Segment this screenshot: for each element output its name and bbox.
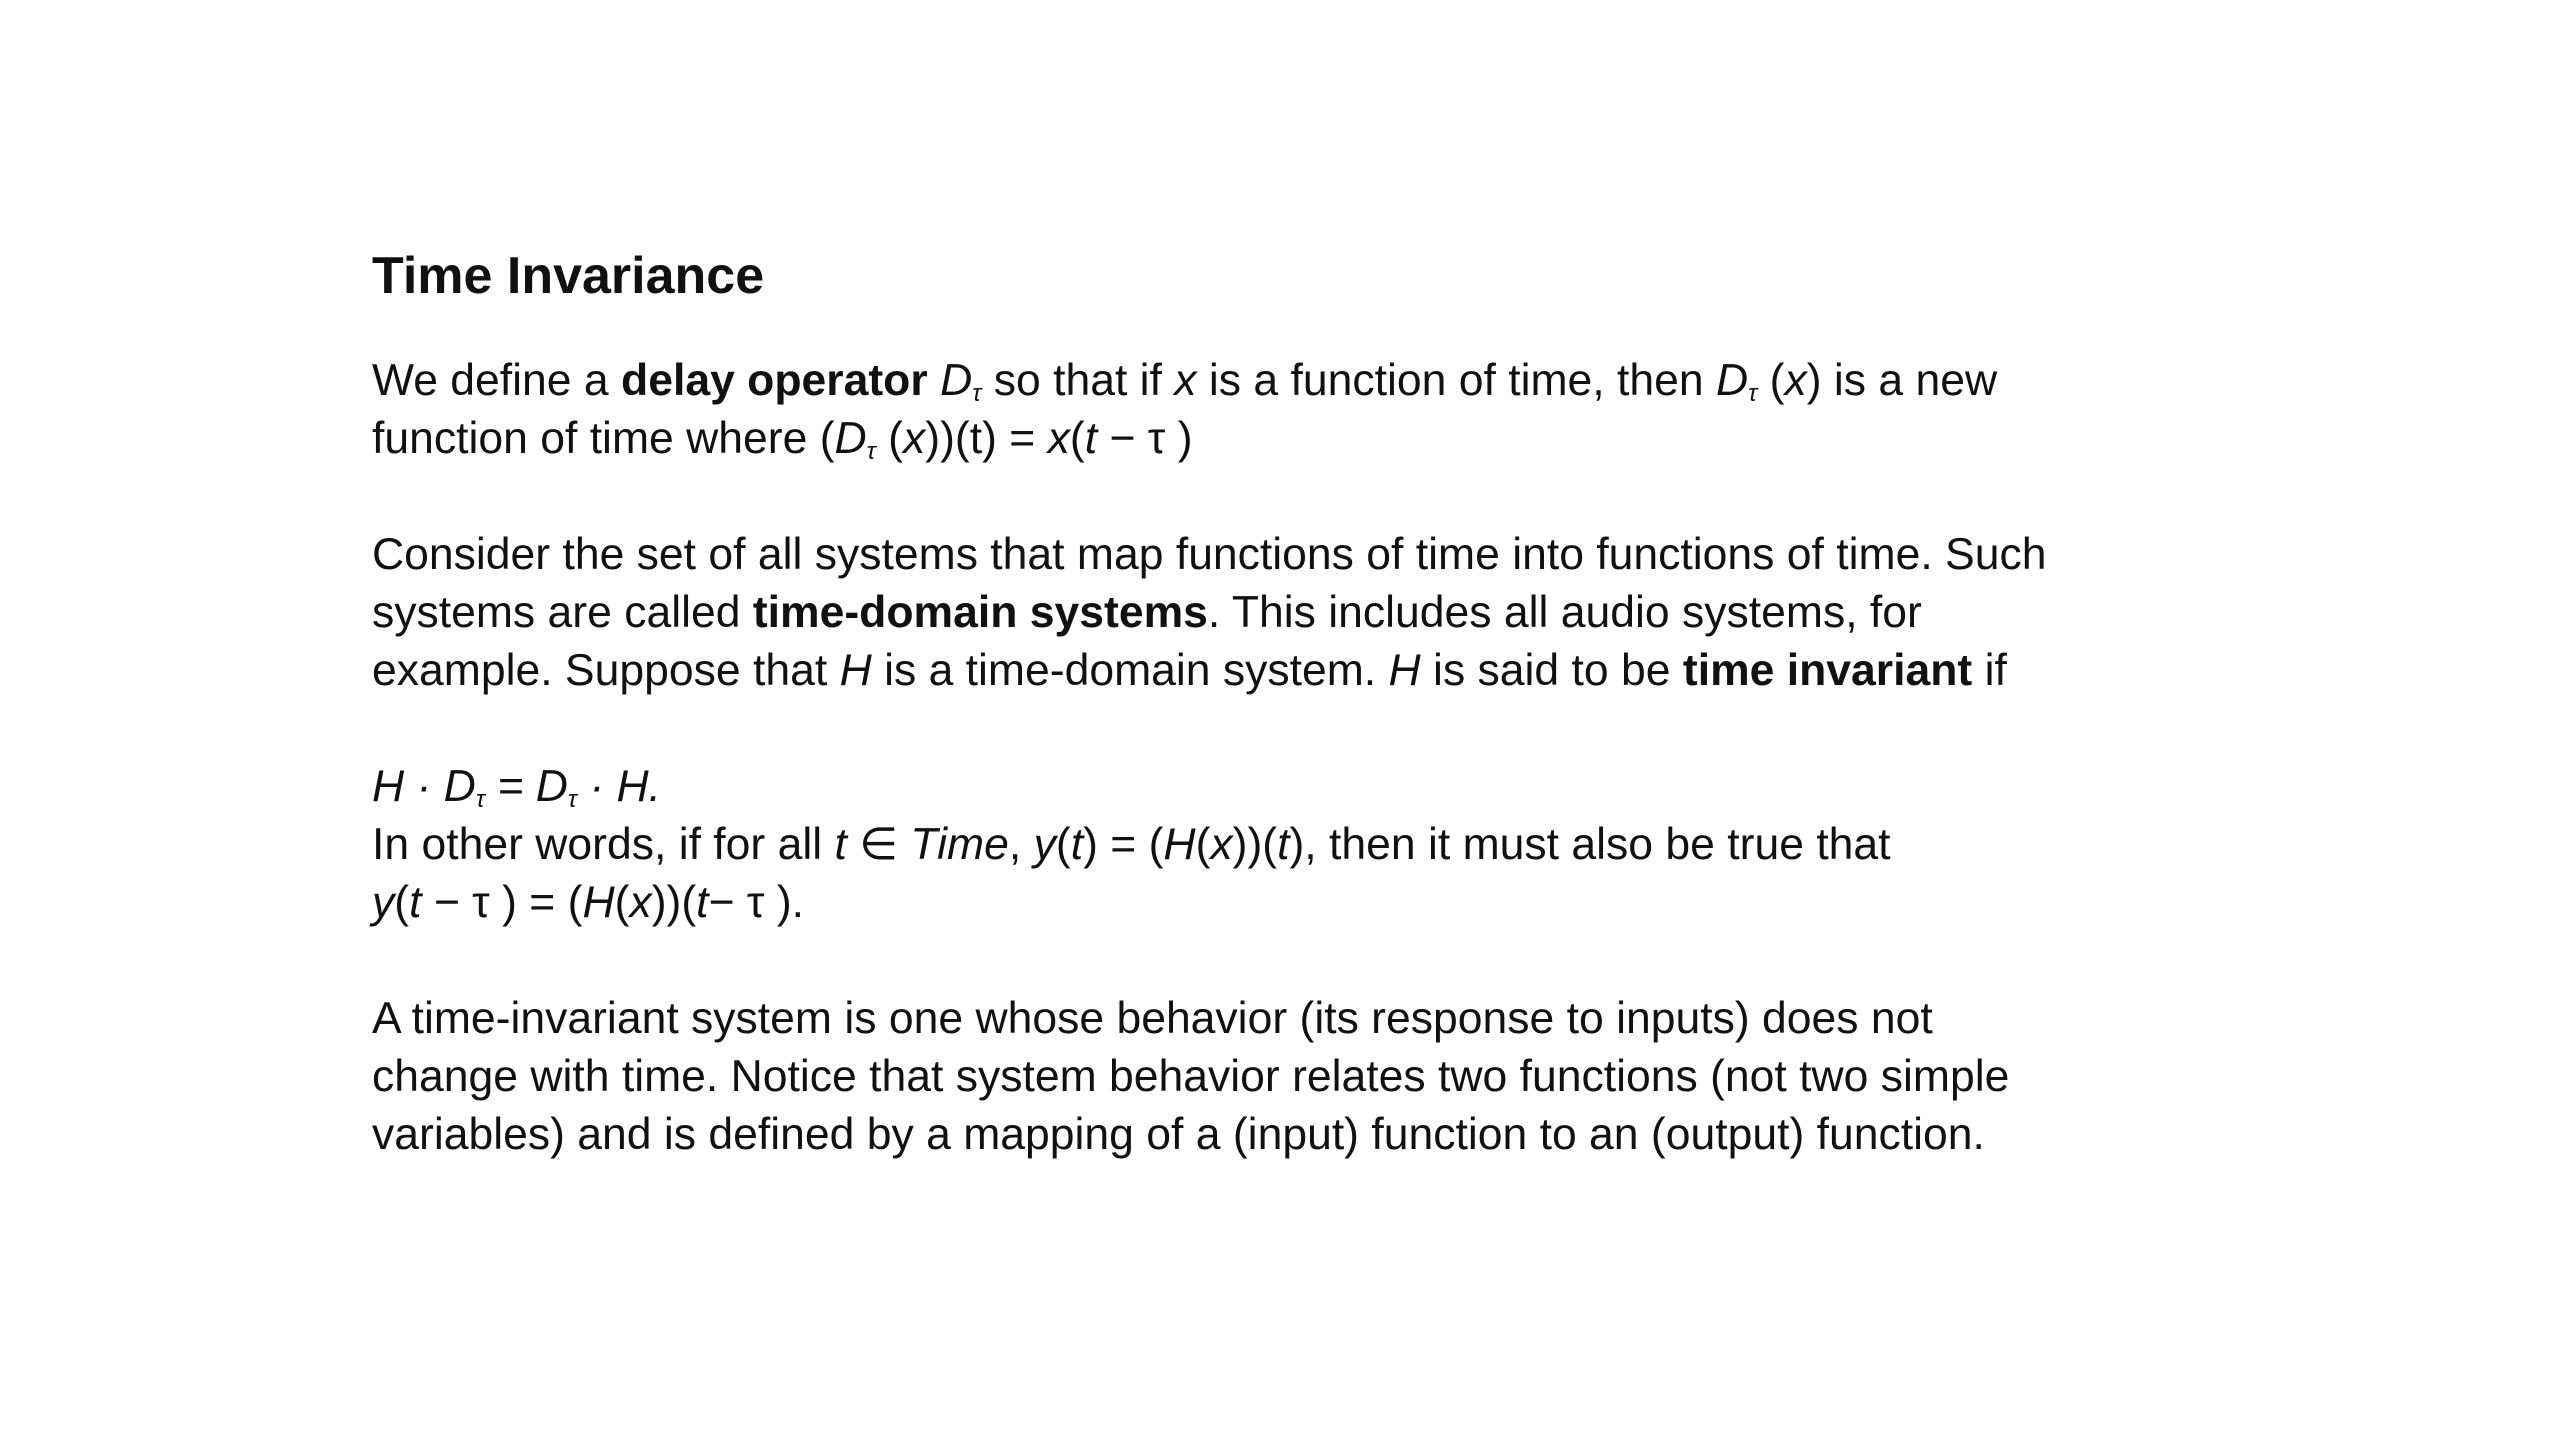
math-subscript: τ xyxy=(866,438,876,466)
math-subscript: τ xyxy=(972,380,982,408)
math-symbol: t xyxy=(834,820,847,869)
text-run: ))(t) = xyxy=(925,414,1048,463)
text-run: systems are called xyxy=(372,588,753,637)
math-symbol: D xyxy=(1716,356,1749,405)
text-run: ∈ xyxy=(846,820,911,869)
text-run: ( xyxy=(1757,356,1785,405)
text-run: − τ ). xyxy=(708,878,805,927)
text-run: is said to be xyxy=(1420,646,1683,695)
paragraph-line xyxy=(372,352,2332,410)
time-domain-paragraph xyxy=(372,526,2332,700)
math-symbol: D xyxy=(940,356,973,405)
text-run: ( xyxy=(394,878,410,927)
time-invariance-equation-paragraph xyxy=(372,758,2332,932)
text-run: ( xyxy=(1195,820,1211,869)
math-symbol: t xyxy=(696,878,709,927)
math-symbol: H xyxy=(1163,820,1196,869)
math-symbol: x xyxy=(1784,356,1807,405)
math-symbol: x xyxy=(629,878,652,927)
text-run: function of time where ( xyxy=(372,414,835,463)
delay-operator-paragraph xyxy=(372,352,2332,468)
paragraph-line: A time-invariant system is one whose behavior (its response to inputs) does not xyxy=(372,994,1933,1043)
math-subscript: τ xyxy=(1748,380,1758,408)
math-symbol: H xyxy=(582,878,615,927)
paragraph-line xyxy=(372,642,2332,700)
text-run: ) is a new xyxy=(1806,356,1998,405)
math-symbol: H xyxy=(839,646,872,695)
math-subscript: τ xyxy=(475,786,485,814)
math-symbol: H · D xyxy=(372,762,476,811)
paragraph-line xyxy=(372,816,2332,874)
text-run: ) = ( xyxy=(1083,820,1164,869)
math-symbol: · H. xyxy=(577,762,662,811)
paragraph-line: Consider the set of all systems that map functions of time into functions of time. Such xyxy=(372,530,2047,579)
text-run: . This includes all audio systems, for xyxy=(1207,588,1922,637)
paragraph-line xyxy=(372,584,2332,642)
text-run: ), then it must also be true that xyxy=(1289,820,1891,869)
math-subscript: τ xyxy=(567,786,577,814)
paragraph-line xyxy=(372,410,2332,468)
math-symbol: = D xyxy=(484,762,568,811)
text-run: is a time-domain system. xyxy=(871,646,1389,695)
text-run: ( xyxy=(1055,820,1071,869)
text-run: − τ ) = ( xyxy=(421,878,583,927)
math-symbol: H xyxy=(1388,646,1421,695)
text-run: In other words, if for all xyxy=(372,820,835,869)
paragraph-line: variables) and is defined by a mapping of a (input) function to an (output) function. xyxy=(372,1110,1985,1159)
text-run: example. Suppose that xyxy=(372,646,840,695)
text-run: ( xyxy=(1069,414,1085,463)
paragraph-line: change with time. Notice that system behavior relates two functions (not two simple xyxy=(372,1052,2010,1101)
math-symbol: x xyxy=(903,414,926,463)
text-run: − τ ) xyxy=(1097,414,1193,463)
math-symbol: x xyxy=(1210,820,1233,869)
text-run: so that if xyxy=(981,356,1175,405)
text-run: We define a xyxy=(372,356,622,405)
paragraph-line xyxy=(372,874,2332,932)
slide-title: Time Invariance xyxy=(372,247,765,305)
bold-term: delay operator xyxy=(621,356,928,405)
math-symbol: x xyxy=(1174,356,1197,405)
text-run: if xyxy=(1972,646,2007,695)
time-invariant-explanation-paragraph xyxy=(372,990,2332,1164)
math-symbol: t xyxy=(1084,414,1098,463)
text-run: is a function of time, then xyxy=(1196,356,1716,405)
math-symbol: t xyxy=(1277,820,1290,869)
math-symbol: y xyxy=(1033,820,1056,869)
bold-term: time invariant xyxy=(1682,646,1973,695)
text-run: , xyxy=(1008,820,1034,869)
slide xyxy=(372,240,2332,1222)
math-symbol: t xyxy=(409,878,422,927)
math-symbol: Time xyxy=(910,820,1009,869)
equation-line xyxy=(372,758,2332,816)
text-run: ))( xyxy=(1232,820,1278,869)
math-symbol: t xyxy=(1070,820,1084,869)
text-run: ( xyxy=(614,878,630,927)
math-symbol: x xyxy=(1047,414,1070,463)
math-symbol: y xyxy=(372,878,395,927)
bold-term: time-domain systems xyxy=(752,588,1208,637)
text-run: ))( xyxy=(651,878,697,927)
text-run: ( xyxy=(875,414,903,463)
math-symbol: D xyxy=(834,414,867,463)
